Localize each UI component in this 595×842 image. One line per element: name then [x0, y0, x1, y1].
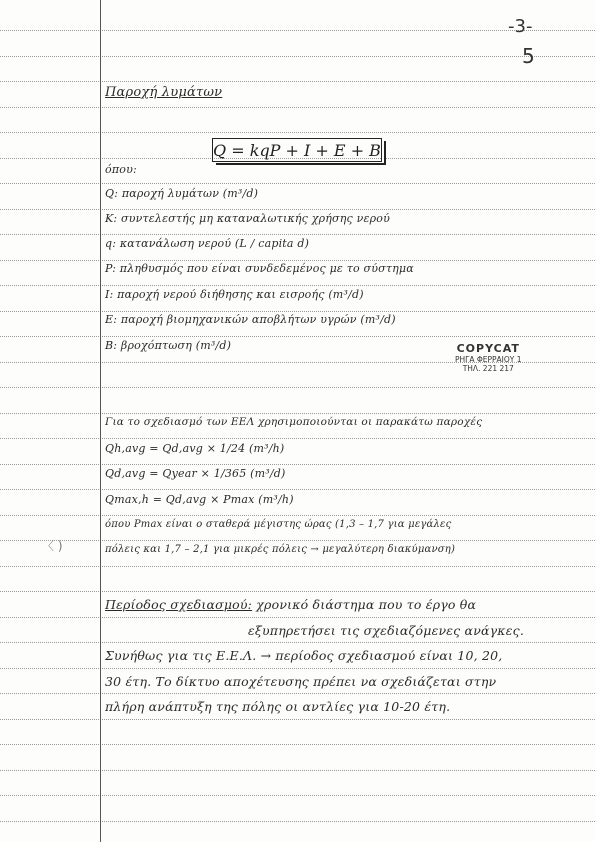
stamp-line-2: ΡΗΓΑ ΦΕΡΡΑΙΟΥ 1 [455, 355, 522, 364]
ruled-line [0, 566, 595, 567]
period-line-1 [105, 597, 476, 612]
margin-mark: 〈 ) [42, 539, 63, 553]
design-intro: Για το σχεδιασμό των ΕΕΛ χρησιμοποιούνται οι παρακάτω παροχές [105, 416, 483, 428]
ruled-line [0, 795, 595, 796]
definition-item: E: παροχή βιομηχανικών αποβλήτων υγρών (m³/d) [105, 313, 396, 326]
period-line-3: Συνήθως για τις Ε.Ε.Λ. → περίοδος σχεδιασμού είναι 10, 20, [105, 648, 503, 663]
ruled-line [0, 209, 595, 210]
ruled-line [0, 591, 595, 592]
ruled-line [0, 642, 595, 643]
ruled-line [0, 56, 595, 57]
ruled-line [0, 30, 595, 31]
equation-max-hourly: Qmax,h = Qd,avg × Pmax (m³/h) [105, 493, 294, 506]
equation-daily: Qd,avg = Qyear × 1/365 (m³/d) [105, 467, 286, 480]
period-text-1: χρονικό διάστημα που το έργο θα [252, 597, 477, 612]
ruled-line [0, 438, 595, 439]
ruled-line [0, 336, 595, 337]
equation-hourly: Qh,avg = Qd,avg × 1/24 (m³/h) [105, 442, 285, 455]
ruled-line [0, 183, 595, 184]
copycat-stamp [455, 342, 522, 373]
definition-item: B: βροχόπτωση (m³/d) [105, 339, 232, 352]
ruled-line [0, 693, 595, 694]
ruled-line [0, 617, 595, 618]
ruled-line [0, 744, 595, 745]
definition-item: I: παροχή νερού διήθησης και εισροής (m³/d) [105, 288, 364, 301]
peak-note-line-1: όπου Pmax είναι ο σταθερά μέγιστης ώρας (1,3 – 1,7 για μεγάλες [105, 519, 452, 530]
section-heading: Παροχή λυμάτων [105, 85, 223, 100]
ruled-line [0, 260, 595, 261]
page-number-top: -3- [508, 16, 533, 37]
formula-box: Q = kqP + I + E + B [212, 138, 382, 162]
period-heading: Περίοδος σχεδιασμού: [105, 597, 253, 612]
definition-item: Q: παροχή λυμάτων (m³/d) [105, 187, 259, 200]
definition-item: K: συντελεστής μη καταναλωτικής χρήσης νερού [105, 212, 390, 225]
ruled-line [0, 464, 595, 465]
peak-note-line-2: πόλεις και 1,7 – 2,1 για μικρές πόλεις → μεγαλύτερη διακύμανση) [105, 544, 456, 555]
stamp-line-3: ΤΗΛ. 221 217 [462, 364, 514, 373]
page-number-bottom: 5 [522, 44, 535, 68]
ruled-line [0, 311, 595, 312]
margin-line [100, 0, 101, 842]
ruled-line [0, 234, 595, 235]
ruled-line [0, 132, 595, 133]
ruled-line [0, 387, 595, 388]
definition-item: P: πληθυσμός που είναι συνδεδεμένος με το σύστημα [105, 262, 414, 275]
period-line-2: εξυπηρετήσει τις σχεδιαζόμενες ανάγκες. [248, 623, 524, 638]
ruled-line [0, 81, 595, 82]
ruled-line [0, 285, 595, 286]
period-line-5: πλήρη ανάπτυξη της πόλης οι αντλίες για 10-20 έτη. [105, 699, 451, 714]
period-line-4: 30 έτη. Το δίκτυο αποχέτευσης πρέπει να σχεδιάζεται στην [105, 674, 497, 689]
ruled-line [0, 540, 595, 541]
ruled-line [0, 770, 595, 771]
ruled-line [0, 107, 595, 108]
ruled-line [0, 413, 595, 414]
where-label: όπου: [105, 163, 137, 176]
definition-item: q: κατανάλωση νερού (L / capita d) [105, 237, 310, 250]
ruled-line [0, 821, 595, 822]
ruled-line [0, 515, 595, 516]
ruled-line [0, 719, 595, 720]
ruled-line [0, 489, 595, 490]
stamp-line-1: COPYCAT [456, 342, 520, 355]
ruled-line [0, 668, 595, 669]
